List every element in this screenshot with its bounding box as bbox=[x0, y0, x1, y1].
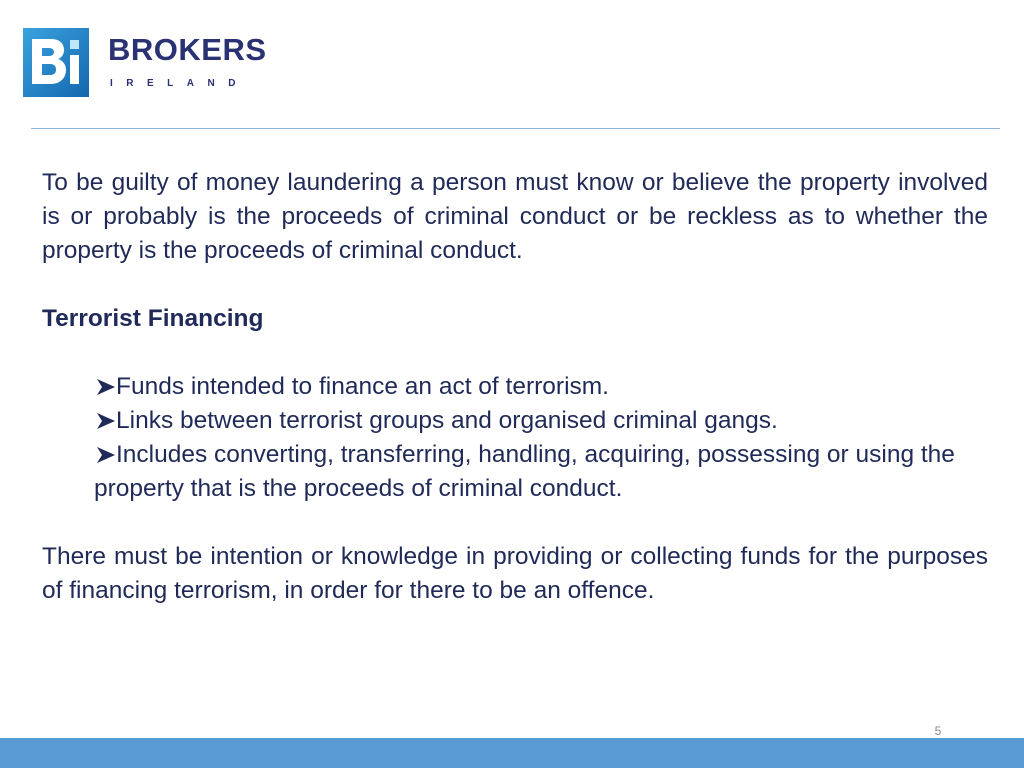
spacer bbox=[42, 268, 988, 302]
brokers-ireland-bi-logo-icon bbox=[23, 28, 89, 97]
arrow-bullet-icon bbox=[96, 445, 116, 465]
header-divider bbox=[31, 128, 1000, 129]
list-item bbox=[94, 404, 988, 438]
bullet-text: Links between terrorist groups and organised criminal gangs. bbox=[116, 407, 778, 434]
logo-wordmark: BROKERS bbox=[108, 32, 267, 67]
footer-bar bbox=[0, 738, 1024, 768]
page-number: 5 bbox=[934, 724, 942, 738]
arrow-bullet-icon bbox=[96, 411, 116, 431]
bullet-list bbox=[42, 370, 988, 506]
bullet-text: Funds intended to finance an act of terrorism. bbox=[116, 373, 609, 400]
list-item bbox=[94, 370, 988, 404]
intro-paragraph: To be guilty of money laundering a person must know or believe the property involved is or probably is the proceeds of criminal conduct or be reckless as to whether the property is the proceeds of criminal conduct. bbox=[42, 169, 988, 264]
section-heading: Terrorist Financing bbox=[42, 305, 264, 332]
spacer bbox=[42, 506, 988, 540]
slide-content bbox=[42, 166, 988, 608]
closing-paragraph: There must be intention or knowledge in providing or collecting funds for the purposes of financing terrorism, in order for there to be an offence. bbox=[42, 543, 988, 604]
spacer bbox=[42, 336, 988, 370]
bullet-text: Includes converting, transferring, handling, acquiring, possessing or using the property that is the proceeds of criminal conduct. bbox=[94, 441, 955, 502]
brokers-ireland-logo bbox=[23, 28, 293, 100]
list-item bbox=[94, 438, 988, 506]
arrow-bullet-icon bbox=[96, 377, 116, 397]
logo-subtitle: IRELAND bbox=[110, 78, 249, 89]
